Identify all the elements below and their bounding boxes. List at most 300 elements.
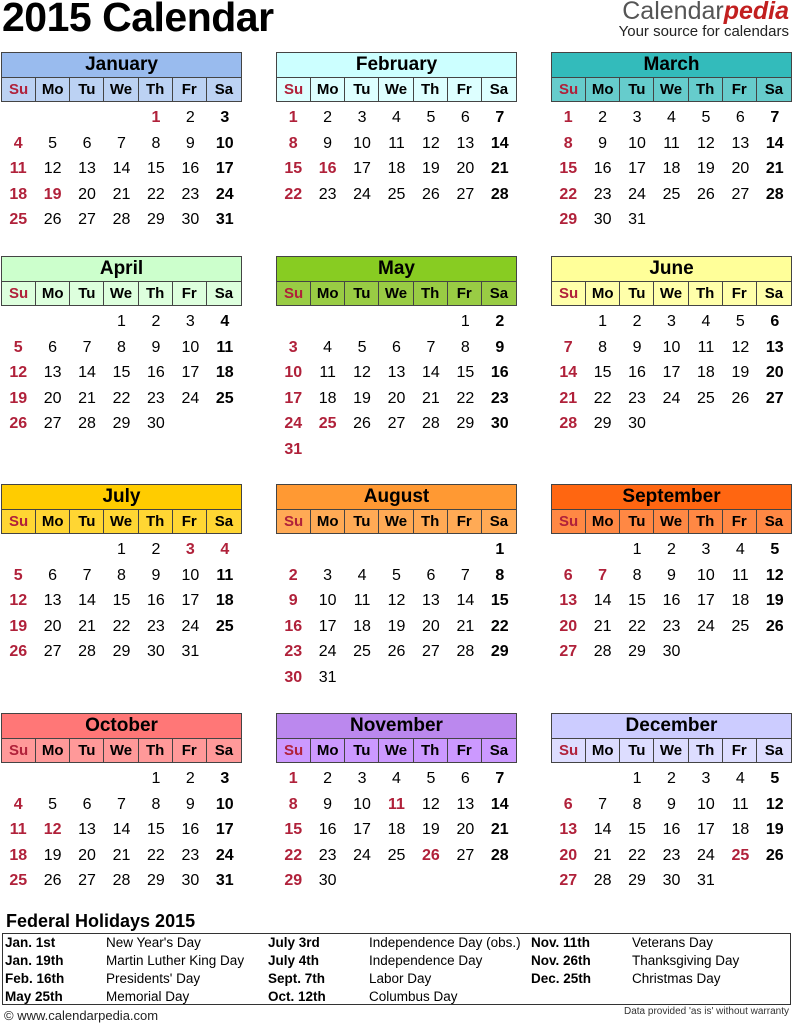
weekday-header: [551, 281, 792, 306]
day-cell: 11: [9, 821, 27, 838]
weekday-label: Fr: [723, 510, 757, 533]
month-name: June: [551, 256, 792, 281]
day-cell: 15: [147, 160, 165, 177]
day-cell: 20: [43, 617, 62, 635]
weekday-header: [1, 281, 242, 306]
day-cell: 1: [460, 313, 470, 330]
day-cell: 9: [323, 795, 333, 813]
day-cell: 22: [112, 617, 131, 635]
month-march: [551, 52, 792, 233]
weekday-label: Sa: [764, 285, 784, 302]
day-cell: 20: [456, 160, 475, 177]
day-cell: 18: [731, 821, 750, 838]
weekday-label: We: [379, 282, 413, 305]
day-cell: 13: [78, 160, 96, 177]
day-cell: 10: [215, 134, 234, 152]
holiday-date: Oct. 12th: [268, 989, 326, 1004]
holidays-column: [266, 934, 529, 1006]
day-cell: 6: [770, 313, 780, 330]
day-cell: 6: [426, 566, 436, 584]
day-cell: 18: [387, 160, 406, 177]
day-cell: 25: [662, 185, 681, 203]
day-cell: 27: [731, 185, 750, 203]
weekday-label: Sa: [764, 513, 784, 530]
disclaimer: Data provided 'as is' without warranty: [623, 1006, 789, 1017]
day-cell: 27: [43, 643, 62, 660]
day-cell: 4: [735, 541, 745, 558]
day-cell: 3: [220, 770, 230, 787]
month-name: December: [551, 713, 792, 738]
day-cell: 4: [13, 134, 23, 152]
month-name: November: [276, 713, 517, 738]
day-cell: 15: [284, 160, 303, 177]
day-cell: 14: [456, 592, 475, 609]
day-cell: 11: [216, 338, 234, 356]
day-cell: 5: [426, 770, 436, 787]
holiday-date: May 25th: [5, 989, 63, 1004]
day-cell: 16: [147, 364, 165, 381]
day-cell: 5: [770, 541, 780, 558]
day-cell: 30: [181, 211, 200, 228]
day-cell: 26: [43, 211, 62, 228]
day-grid: [276, 105, 517, 207]
weekday-label: Mo: [36, 510, 70, 533]
day-cell: 10: [697, 566, 715, 584]
empty-cell: [345, 537, 379, 563]
day-cell: 25: [9, 211, 28, 228]
day-cell: 8: [117, 566, 126, 584]
day-cell: 22: [147, 185, 165, 203]
day-cell: 10: [662, 338, 681, 356]
day-cell: 24: [662, 389, 681, 407]
holiday-row: [529, 934, 792, 952]
day-cell: 13: [387, 364, 406, 381]
day-cell: 12: [9, 364, 28, 381]
weekday-label: Sa: [214, 742, 234, 759]
holidays-column: [529, 934, 792, 1006]
day-cell: 29: [147, 211, 165, 228]
weekday-label: Mo: [586, 78, 620, 101]
day-cell: 14: [490, 795, 509, 813]
day-cell: 27: [78, 872, 96, 889]
day-cell: 21: [490, 821, 509, 838]
empty-cell: [1, 766, 35, 792]
day-cell: 6: [82, 795, 92, 813]
weekday-label: Tu: [620, 739, 654, 762]
day-cell: 5: [735, 313, 745, 330]
day-cell: 8: [632, 566, 642, 584]
weekday-label: Mo: [586, 739, 620, 762]
day-cell: 8: [563, 134, 573, 152]
day-cell: 2: [185, 770, 195, 787]
day-cell: 1: [151, 109, 161, 126]
weekday-label: Fr: [723, 78, 757, 101]
day-cell: 25: [215, 389, 234, 407]
day-cell: 22: [628, 846, 646, 864]
day-cell: 28: [456, 643, 475, 660]
day-cell: 11: [388, 795, 405, 813]
day-cell: 30: [318, 872, 337, 889]
day-cell: 6: [460, 770, 470, 787]
day-cell: 5: [770, 770, 780, 787]
weekday-label: Tu: [345, 510, 379, 533]
day-cell: 7: [495, 770, 505, 787]
day-cell: 25: [387, 846, 406, 864]
footer-link[interactable]: © www.calendarpedia.com: [4, 1008, 159, 1023]
day-cell: 14: [78, 364, 96, 381]
day-cell: 12: [43, 821, 62, 838]
holiday-name: Thanksgiving Day: [632, 953, 740, 968]
empty-cell: [551, 766, 585, 792]
day-cell: 11: [388, 134, 405, 152]
holiday-date: July 3rd: [268, 935, 320, 950]
day-cell: 22: [112, 389, 131, 407]
day-cell: 13: [422, 592, 440, 609]
weekday-label: Th: [414, 739, 448, 762]
day-cell: 18: [215, 364, 234, 381]
day-cell: 30: [593, 211, 612, 228]
weekday-label: Mo: [36, 78, 70, 101]
day-cell: 9: [288, 592, 298, 609]
weekday-label: Mo: [36, 739, 70, 762]
weekday-label: Fr: [173, 78, 207, 101]
weekday-label: Mo: [586, 510, 620, 533]
day-cell: 30: [662, 643, 681, 660]
day-grid: [276, 537, 517, 690]
holiday-date: Dec. 25th: [531, 971, 592, 986]
day-cell: 10: [353, 795, 371, 813]
month-december: [551, 713, 792, 894]
weekday-header: [276, 738, 517, 763]
day-cell: 6: [735, 109, 745, 126]
holiday-row: [266, 970, 529, 988]
day-cell: 4: [13, 795, 23, 813]
day-cell: 20: [78, 846, 96, 864]
day-cell: 28: [593, 872, 612, 889]
month-february: [276, 52, 517, 207]
weekday-label: Tu: [345, 78, 379, 101]
day-cell: 25: [215, 617, 234, 635]
month-name: May: [276, 256, 517, 281]
day-cell: 10: [215, 795, 234, 813]
month-january: [1, 52, 242, 233]
day-cell: 16: [181, 821, 200, 838]
holiday-row: [3, 952, 266, 970]
day-cell: 5: [48, 795, 58, 813]
day-cell: 30: [490, 415, 509, 432]
day-cell: 2: [323, 770, 333, 787]
empty-cell: [70, 309, 104, 335]
day-cell: 11: [216, 566, 234, 584]
day-cell: 11: [732, 566, 749, 584]
holiday-row: [529, 970, 792, 988]
day-cell: 13: [765, 338, 784, 356]
day-cell: 14: [593, 592, 612, 609]
day-cell: 23: [662, 846, 681, 864]
holidays-title: Federal Holidays 2015: [6, 911, 196, 931]
empty-cell: [551, 309, 585, 335]
weekday-label: Tu: [620, 510, 654, 533]
weekday-label: Tu: [70, 510, 104, 533]
day-cell: 29: [490, 643, 509, 660]
day-cell: 27: [78, 211, 96, 228]
weekday-label: Tu: [70, 739, 104, 762]
day-cell: 26: [422, 846, 440, 864]
day-grid: [1, 309, 242, 437]
day-cell: 25: [353, 643, 371, 660]
holiday-date: Feb. 16th: [5, 971, 65, 986]
day-cell: 6: [82, 134, 92, 152]
weekday-label: We: [104, 510, 138, 533]
day-cell: 9: [598, 134, 608, 152]
weekday-label: Th: [689, 510, 723, 533]
day-cell: 28: [112, 211, 131, 228]
day-cell: 17: [284, 389, 303, 407]
day-cell: 24: [353, 846, 371, 864]
day-cell: 1: [632, 770, 642, 787]
day-cell: 7: [82, 566, 92, 584]
day-cell: 23: [284, 643, 303, 660]
weekday-label: Sa: [764, 81, 784, 98]
day-cell: 18: [387, 821, 406, 838]
day-grid: [1, 766, 242, 894]
day-cell: 20: [43, 389, 62, 407]
day-cell: 10: [181, 338, 200, 356]
weekday-label: Su: [552, 78, 586, 101]
day-cell: 26: [353, 415, 371, 432]
day-cell: 12: [422, 134, 440, 152]
day-cell: 25: [731, 617, 750, 635]
weekday-label: Fr: [448, 510, 482, 533]
day-cell: 20: [765, 364, 784, 381]
day-cell: 27: [387, 415, 406, 432]
day-cell: 2: [495, 313, 505, 330]
day-cell: 28: [490, 185, 509, 203]
day-cell: 9: [151, 338, 161, 356]
weekday-label: Tu: [620, 282, 654, 305]
day-cell: 30: [147, 643, 165, 660]
empty-cell: [448, 537, 482, 563]
holiday-row: [266, 988, 529, 1006]
day-cell: 4: [735, 770, 745, 787]
day-cell: 14: [593, 821, 612, 838]
day-cell: 25: [387, 185, 406, 203]
day-cell: 21: [593, 617, 612, 635]
day-cell: 18: [662, 160, 681, 177]
day-cell: 13: [731, 134, 750, 152]
day-cell: 24: [318, 643, 337, 660]
weekday-label: Mo: [311, 739, 345, 762]
day-grid: [1, 537, 242, 665]
holiday-name: Independence Day: [369, 953, 483, 968]
day-cell: 8: [151, 795, 161, 813]
weekday-label: Su: [552, 739, 586, 762]
brand-logo[interactable]: [619, 0, 789, 40]
day-cell: 19: [387, 617, 406, 635]
empty-cell: [35, 766, 69, 792]
day-cell: 10: [697, 795, 715, 813]
holiday-row: [3, 988, 266, 1006]
day-cell: 13: [43, 364, 62, 381]
day-cell: 5: [701, 109, 711, 126]
day-cell: 12: [43, 160, 62, 177]
day-cell: 22: [628, 617, 646, 635]
day-cell: 3: [357, 109, 367, 126]
empty-cell: [70, 105, 104, 131]
holidays-table: [2, 933, 791, 1005]
day-cell: 3: [288, 338, 298, 356]
day-cell: 28: [559, 415, 578, 432]
empty-cell: [1, 537, 35, 563]
holiday-name: Columbus Day: [369, 989, 458, 1004]
empty-cell: [276, 309, 310, 335]
holiday-row: [529, 988, 792, 1006]
day-cell: 17: [697, 592, 715, 609]
day-cell: 21: [593, 846, 612, 864]
day-cell: 18: [9, 185, 28, 203]
weekday-label: We: [104, 282, 138, 305]
day-cell: 4: [667, 109, 676, 126]
day-cell: 2: [185, 109, 195, 126]
day-cell: 31: [628, 211, 646, 228]
day-cell: 13: [456, 134, 475, 152]
month-name: January: [1, 52, 242, 77]
day-cell: 26: [765, 846, 784, 864]
day-cell: 30: [181, 872, 200, 889]
weekday-label: Su: [552, 282, 586, 305]
weekday-label: Fr: [723, 739, 757, 762]
month-name: April: [1, 256, 242, 281]
day-cell: 14: [490, 134, 509, 152]
day-cell: 24: [215, 185, 234, 203]
weekday-label: Th: [139, 510, 173, 533]
holiday-name: [632, 988, 792, 1006]
weekday-label: Fr: [448, 78, 482, 101]
day-cell: 8: [460, 338, 470, 356]
day-cell: 1: [632, 541, 642, 558]
empty-cell: [379, 309, 413, 335]
day-cell: 3: [185, 313, 195, 330]
weekday-label: Sa: [489, 285, 509, 302]
day-cell: 18: [318, 389, 337, 407]
day-cell: 30: [147, 415, 165, 432]
day-cell: 1: [117, 541, 126, 558]
empty-cell: [310, 309, 344, 335]
day-cell: 31: [215, 872, 234, 889]
weekday-label: Sa: [489, 81, 509, 98]
month-june: [551, 256, 792, 437]
day-cell: 21: [422, 389, 440, 407]
day-cell: 29: [284, 872, 303, 889]
day-cell: 10: [353, 134, 371, 152]
day-cell: 24: [353, 185, 371, 203]
day-cell: 22: [559, 185, 578, 203]
weekday-header: [276, 77, 517, 102]
day-cell: 17: [215, 821, 234, 838]
day-cell: 19: [422, 160, 440, 177]
day-cell: 18: [215, 592, 234, 609]
day-cell: 12: [765, 566, 784, 584]
weekday-label: Su: [552, 510, 586, 533]
day-cell: 26: [9, 415, 28, 432]
day-cell: 23: [181, 846, 200, 864]
day-cell: 29: [112, 643, 131, 660]
empty-cell: [585, 766, 619, 792]
month-november: [276, 713, 517, 894]
weekday-label: Sa: [214, 513, 234, 530]
empty-cell: [1, 309, 35, 335]
weekday-label: Tu: [70, 78, 104, 101]
day-cell: 17: [353, 821, 371, 838]
weekday-header: [276, 281, 517, 306]
day-cell: 5: [392, 566, 401, 584]
day-cell: 28: [490, 846, 509, 864]
day-cell: 24: [628, 185, 646, 203]
day-cell: 9: [151, 566, 161, 584]
day-cell: 29: [456, 415, 475, 432]
weekday-label: Th: [139, 78, 173, 101]
day-cell: 1: [563, 109, 573, 126]
day-cell: 15: [490, 592, 509, 609]
day-cell: 31: [181, 643, 200, 660]
holiday-name: Christmas Day: [632, 971, 721, 986]
day-cell: 9: [495, 338, 505, 356]
weekday-label: Th: [414, 78, 448, 101]
day-cell: 19: [353, 389, 371, 407]
holiday-name: Martin Luther King Day: [106, 953, 245, 968]
day-cell: 23: [490, 389, 509, 407]
day-cell: 21: [559, 389, 578, 407]
day-cell: 5: [357, 338, 367, 356]
day-cell: 1: [598, 313, 608, 330]
day-cell: 29: [628, 872, 646, 889]
day-cell: 5: [426, 109, 436, 126]
weekday-label: Su: [277, 510, 311, 533]
day-cell: 12: [765, 795, 784, 813]
day-cell: 27: [456, 846, 475, 864]
weekday-label: Tu: [70, 282, 104, 305]
day-cell: 11: [732, 795, 749, 813]
day-cell: 24: [697, 846, 715, 864]
day-cell: 1: [495, 541, 505, 558]
day-cell: 22: [490, 617, 509, 635]
day-cell: 16: [147, 592, 165, 609]
weekday-label: Mo: [311, 510, 345, 533]
month-name: August: [276, 484, 517, 509]
day-cell: 14: [422, 364, 440, 381]
weekday-header: [1, 509, 242, 534]
day-cell: 3: [667, 313, 676, 330]
day-cell: 26: [422, 185, 440, 203]
day-cell: 17: [628, 160, 646, 177]
day-cell: 23: [662, 617, 681, 635]
day-cell: 16: [181, 160, 200, 177]
day-cell: 8: [495, 566, 505, 584]
month-april: [1, 256, 242, 437]
day-cell: 20: [559, 846, 578, 864]
day-cell: 24: [181, 389, 200, 407]
day-cell: 3: [185, 541, 195, 558]
weekday-label: Mo: [36, 282, 70, 305]
day-cell: 20: [559, 617, 578, 635]
day-cell: 11: [319, 364, 336, 381]
day-cell: 3: [220, 109, 230, 126]
empty-cell: [551, 537, 585, 563]
holiday-name: Presidents' Day: [106, 971, 201, 986]
day-cell: 21: [112, 846, 131, 864]
day-cell: 25: [318, 415, 337, 432]
day-cell: 4: [392, 109, 401, 126]
